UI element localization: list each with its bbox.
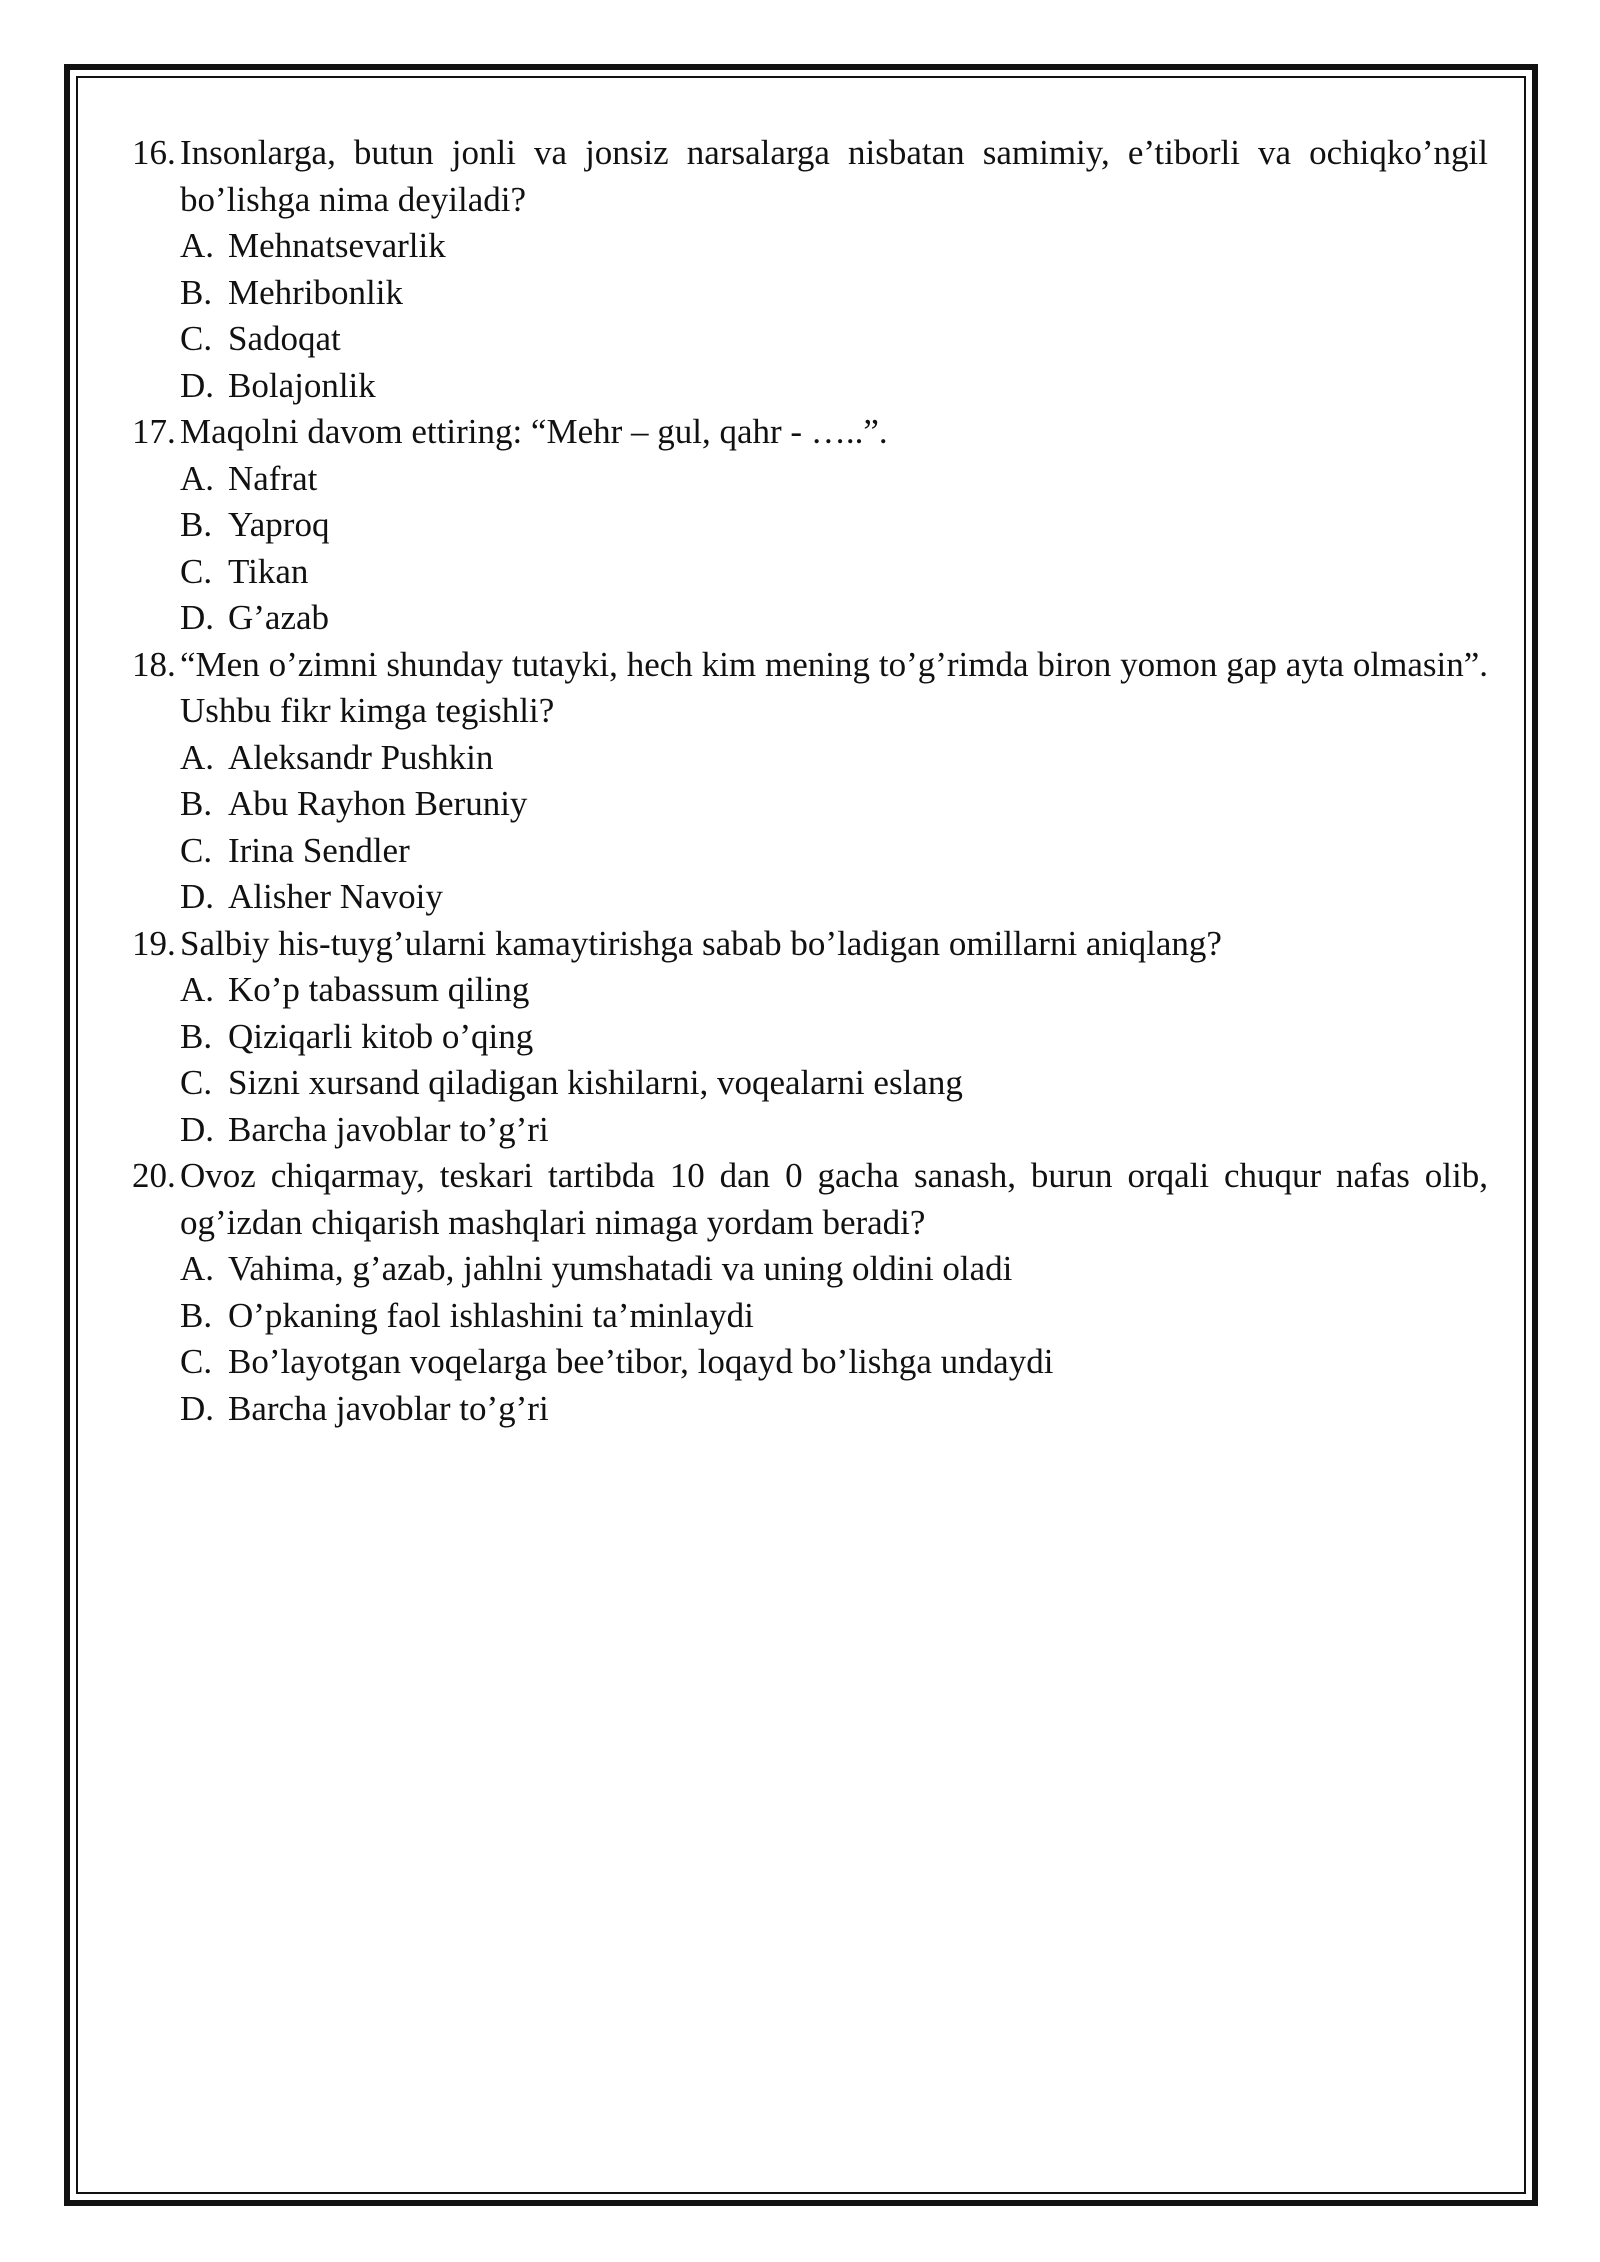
question-number: 18. [132,644,176,684]
answer-option [132,1293,1488,1340]
question-16 [132,130,1488,223]
option-text: Bolajonlik [228,365,376,405]
question-number: 20. [132,1156,176,1195]
question-number: 19. [132,923,176,963]
answer-option [132,735,1488,782]
question-19 [132,921,1488,968]
option-letter: C. [180,319,213,358]
answer-option [132,1339,1488,1386]
question-17 [132,409,1488,456]
option-text: Sizni xursand qiladigan kishilarni, voqealarni eslang [228,1063,963,1102]
option-text: Barcha javoblar to’g’ri [228,1109,549,1149]
answer-options [132,223,1488,409]
option-text: Sadoqat [228,319,341,358]
answer-option [132,363,1488,410]
answer-options [132,967,1488,1153]
option-letter: B. [180,1016,213,1056]
option-letter: D. [180,1109,215,1149]
answer-option [132,1107,1488,1154]
answer-option [132,223,1488,270]
option-text: Mehnatsevarlik [228,226,446,265]
option-text: Ko’p tabassum qiling [228,970,530,1009]
option-letter: B. [180,505,213,544]
option-letter: C. [180,1342,213,1381]
answer-option [132,1246,1488,1293]
question-text: Ovoz chiqarmay, teskari tartibda 10 dan 0 gacha sanash, burun orqali chuqur nafas olib, og’izdan chiqarish mashqlari nimaga yordam beradi? [180,1156,1488,1242]
option-text: Nafrat [228,458,318,498]
option-letter: B. [180,272,213,312]
option-text: Aleksandr Pushkin [228,737,494,777]
answer-option [132,967,1488,1014]
answer-option [132,316,1488,363]
answer-option [132,595,1488,642]
answer-option [132,874,1488,921]
option-letter: D. [180,1388,215,1428]
question-text: “Men o’zimni shunday tutayki, hech kim mening to’g’rimda biron yomon gap ayta olmasin”. Ushbu fikr kimga tegishli? [180,644,1488,730]
question-text: Insonlarga, butun jonli va jonsiz narsalarga nisbatan samimiy, e’tiborli va ochiqko’ngil bo’lishga nima deyiladi? [180,133,1488,219]
option-letter: B. [180,1295,213,1335]
option-letter: A. [180,226,215,265]
option-text: Barcha javoblar to’g’ri [228,1388,549,1428]
answer-option [132,270,1488,317]
question-list [132,130,1488,1432]
option-letter: C. [180,551,213,591]
answer-option [132,828,1488,875]
question-text: Salbiy his-tuyg’ularni kamaytirishga sabab bo’ladigan omillarni aniqlang? [180,923,1222,963]
option-letter: A. [180,458,215,498]
option-letter: B. [180,784,213,823]
option-text: Qiziqarli kitob o’qing [228,1016,534,1056]
answer-option [132,781,1488,828]
option-text: Bo’layotgan voqelarga bee’tibor, loqayd bo’lishga undaydi [228,1342,1054,1381]
answer-option [132,1386,1488,1433]
option-text: Vahima, g’azab, jahlni yumshatadi va uning oldini oladi [228,1249,1013,1288]
option-letter: D. [180,365,215,405]
option-text: Tikan [228,551,309,591]
option-letter: D. [180,877,215,916]
question-number: 17. [132,412,176,451]
answer-options [132,735,1488,921]
option-text: Abu Rayhon Beruniy [228,784,528,823]
answer-options [132,456,1488,642]
answer-options [132,1246,1488,1432]
answer-option [132,1060,1488,1107]
option-letter: D. [180,598,215,637]
answer-option [132,502,1488,549]
option-text: G’azab [228,598,330,637]
question-text: Maqolni davom ettiring: “Mehr – gul, qahr - …..”. [180,412,888,451]
option-text: Irina Sendler [228,830,410,870]
question-number: 16. [132,133,176,172]
answer-option [132,549,1488,596]
option-letter: C. [180,830,213,870]
option-letter: C. [180,1063,213,1102]
question-18 [132,642,1488,735]
question-20 [132,1153,1488,1246]
option-text: Yaproq [228,505,330,544]
option-text: O’pkaning faol ishlashini ta’minlaydi [228,1295,754,1335]
option-text: Mehribonlik [228,272,403,312]
option-letter: A. [180,737,215,777]
answer-option [132,1014,1488,1061]
option-text: Alisher Navoiy [228,877,443,916]
answer-option [132,456,1488,503]
option-letter: A. [180,970,215,1009]
option-letter: A. [180,1249,215,1288]
